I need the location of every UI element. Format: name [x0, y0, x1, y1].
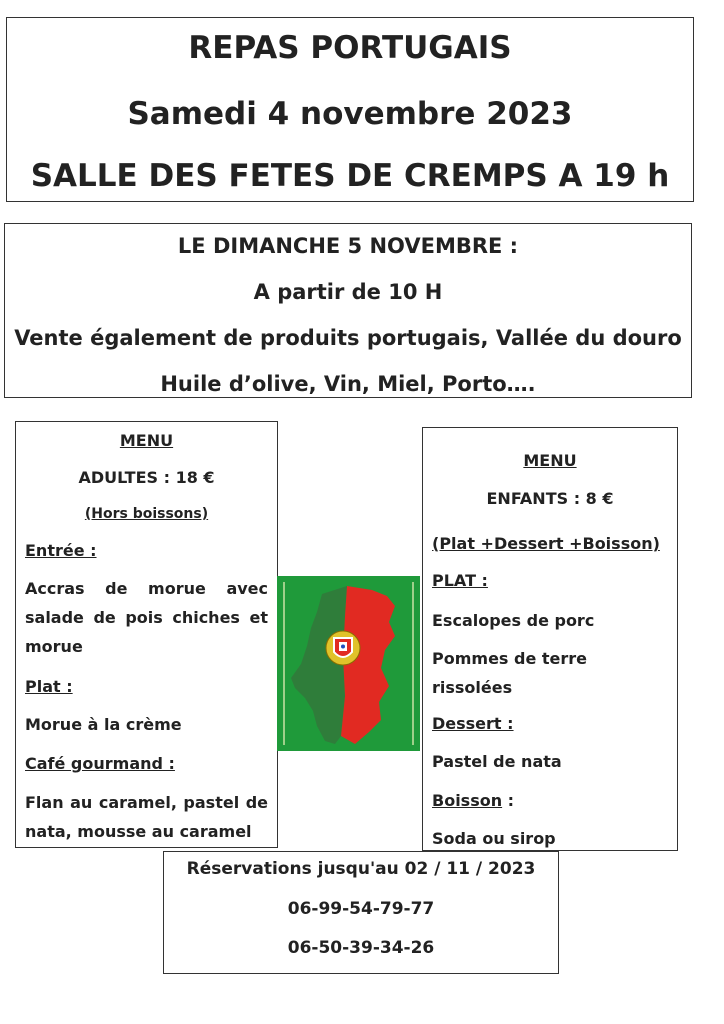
- adult-menu-box: [15, 421, 278, 848]
- adult-main-label: Plat :: [25, 677, 73, 696]
- child-dessert: Pastel de nata: [432, 752, 562, 771]
- title-box: [6, 17, 694, 202]
- adult-dessert-label: Café gourmand :: [25, 754, 175, 773]
- adult-menu-price: ADULTES : 18 €: [78, 468, 215, 487]
- child-main-2: Pommes de terre rissolées: [432, 649, 588, 697]
- child-menu-note: (Plat +Dessert +Boisson): [432, 534, 660, 553]
- child-main-label: PLAT :: [432, 571, 488, 590]
- reservation-deadline: Réservations jusqu'au 02 / 11 / 2023: [186, 859, 536, 879]
- portugal-flag-map-icon: [277, 576, 420, 751]
- adult-starter: Accras de morue avec salade de pois chiches et morue: [25, 579, 268, 656]
- event-title: REPAS PORTUGAIS: [188, 30, 512, 66]
- child-drink-label: Boisson: [432, 791, 503, 810]
- adult-dessert: Flan au caramel, pastel de nata, mousse au caramel: [25, 793, 268, 841]
- adult-menu-title: MENU: [119, 431, 174, 450]
- event-date: Samedi 4 novembre 2023: [127, 96, 573, 132]
- reservation-phone-1: 06-99-54-79-77: [287, 899, 435, 919]
- child-drink-line: [432, 786, 668, 815]
- child-menu-box: [422, 427, 678, 851]
- adult-starter-label: Entrée :: [25, 541, 97, 560]
- sunday-sale: Vente également de produits portugais, Vallée du douro: [14, 326, 682, 350]
- reservation-box: [163, 851, 559, 974]
- event-venue: SALLE DES FETES DE CREMPS A 19 h: [30, 158, 670, 194]
- reservation-phone-2: 06-50-39-34-26: [287, 938, 435, 958]
- child-menu-title: MENU: [523, 451, 577, 470]
- sunday-info-box: [4, 223, 692, 398]
- adult-menu-note: (Hors boissons): [84, 506, 209, 522]
- child-drink: Soda ou sirop: [432, 829, 556, 848]
- sunday-time: A partir de 10 H: [253, 280, 443, 304]
- child-menu-price: ENFANTS : 8 €: [486, 489, 614, 508]
- child-drink-colon: :: [502, 791, 515, 810]
- sunday-products: Huile d’olive, Vin, Miel, Porto….: [160, 372, 536, 396]
- child-dessert-label: Dessert :: [432, 714, 514, 733]
- sunday-heading: LE DIMANCHE 5 NOVEMBRE :: [177, 234, 519, 258]
- child-main-1: Escalopes de porc: [432, 611, 595, 630]
- adult-main: Morue à la crème: [25, 715, 182, 734]
